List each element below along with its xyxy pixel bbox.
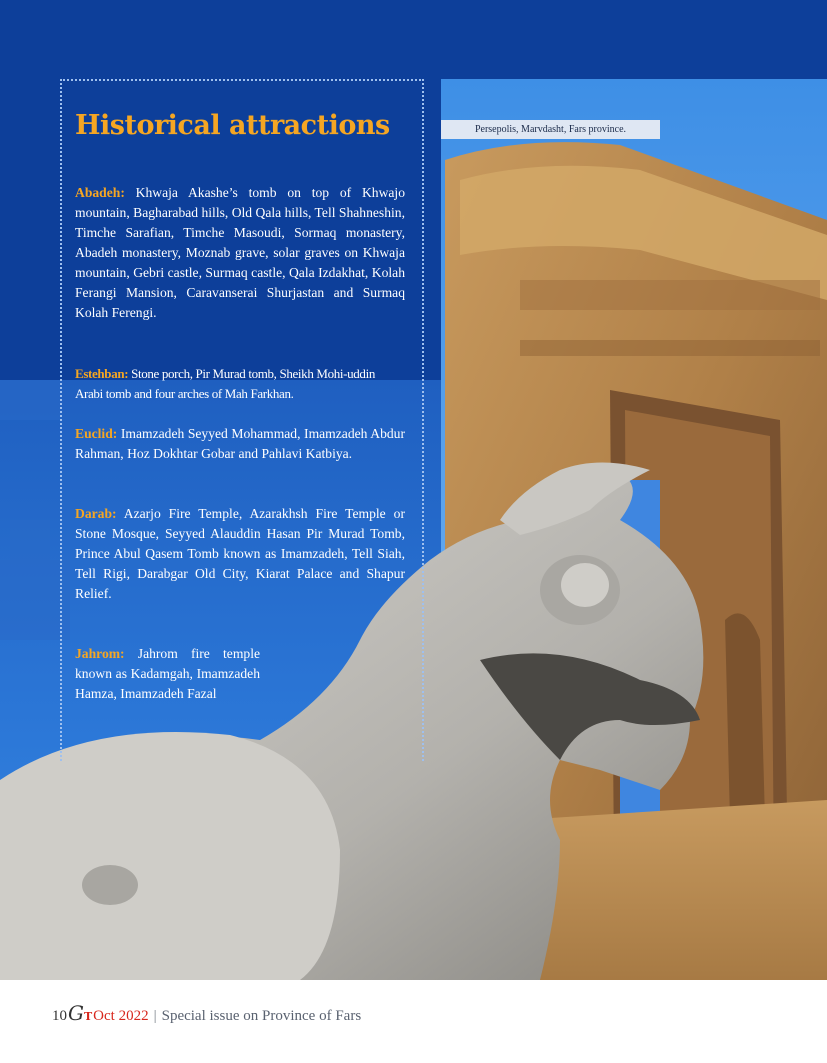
entry-text: Jahrom fire temple known as Kadamgah, Imamzadeh Hamza, Imamzadeh Fazal: [75, 646, 261, 701]
page-number: 10: [52, 1008, 67, 1024]
griffin-wing: [0, 732, 340, 980]
magazine-logo: [68, 1001, 92, 1025]
entry-euclid: [75, 424, 405, 464]
issue-date: Oct 2022: [93, 1008, 149, 1024]
entry-text: Khwaja Akashe’s tomb on top of Khwajo mountain, Bagharabad hills, Old Qala hills, Tell Shahneshin, Timche Sarafian, Timche Masoudi, Sormaq monastery, Abadeh monastery, Moznab grave, solar graves on Khwaja mountain, Gebri castle, Surmaq castle, Qala Izdakhat, Kolah Ferangi Mansion, Caravanserai Shurjastan and Surmaq Kolah Ferengi.: [75, 185, 405, 320]
entry-text: Azarjo Fire Temple, Azarakhsh Fire Temple or Stone Mosque, Seyyed Alauddin Hasan Pir Murad Tomb, Prince Abul Qasem Tomb known as Imamzadeh, Tell Siah, Tell Rigi, Darabgar Old City, Kiarat Palace and Shapur Relief.: [75, 506, 405, 601]
entry-label: Estehban:: [75, 366, 129, 381]
logo-main: G: [68, 1001, 84, 1025]
issue-title: Special issue on Province of Fars: [161, 1008, 362, 1024]
entry-label: Euclid:: [75, 426, 118, 441]
griffin-eye: [561, 563, 609, 607]
entry-label: Jahrom:: [75, 646, 125, 661]
entry-label: Abadeh:: [75, 185, 125, 200]
entry-abadeh: [75, 183, 405, 323]
ground: [520, 800, 827, 980]
entry-text: Stone porch, Pir Murad tomb, Sheikh Mohi-uddin Arabi tomb and four arches of Mah Farkhan.: [75, 366, 375, 401]
entry-text: Imamzadeh Seyyed Mohammad, Imamzadeh Abdur Rahman, Hoz Dokhtar Gobar and Pahlavi Katbiya.: [75, 426, 405, 461]
page-title: Historical attractions: [75, 110, 390, 141]
entry-jahrom: [75, 644, 260, 704]
page-footer: [52, 1001, 361, 1025]
footer-separator: |: [153, 1008, 157, 1024]
photo-caption: Persepolis, Marvdasht, Fars province.: [441, 120, 660, 139]
entry-estehban: [75, 364, 405, 404]
logo-sub: T: [83, 1010, 93, 1023]
entry-darab: [75, 504, 405, 604]
entry-label: Darab:: [75, 506, 117, 521]
